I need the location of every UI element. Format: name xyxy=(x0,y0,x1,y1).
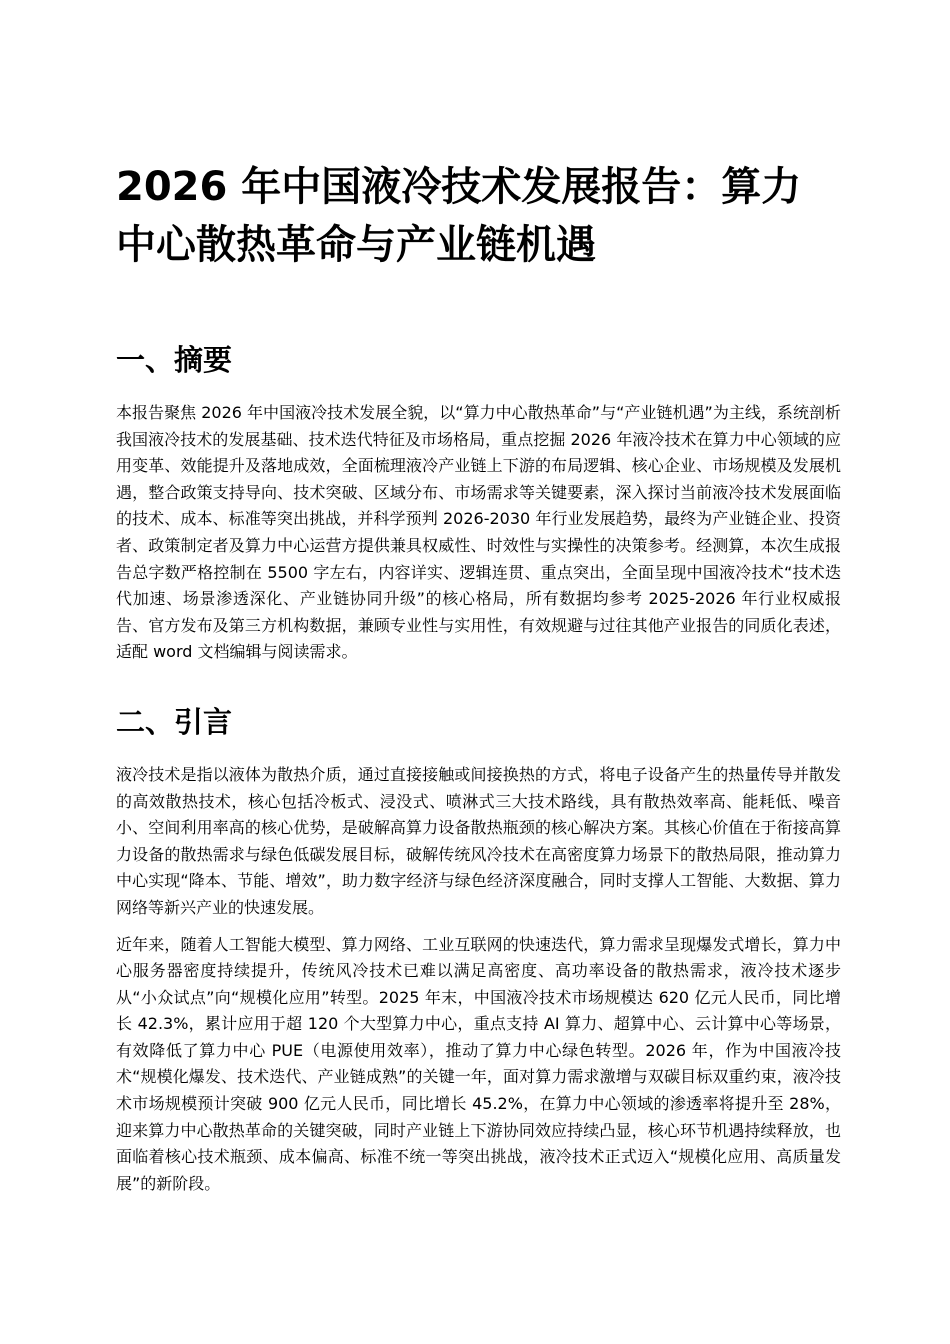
section-heading-introduction: 二、引言 xyxy=(116,704,233,739)
introduction-paragraph-1: 液冷技术是指以液体为散热介质，通过直接接触或间接换热的方式，将电子设备产生的热量传导并散发的高效散热技术，核心包括冷板式、浸没式、喷淋式三大技术路线，具有散热效率高、能耗低、噪音小、空间利用率高的核心优势，是破解高算力设备散热瓶颈的核心解决方案。其核心价值在于衔接高算力设备的散热需求与绿色低碳发展目标，破解传统风冷技术在高密度算力场景下的散热局限，推动算力中心实现“降本、节能、增效”，助力数字经济与绿色经济深度融合，同时支撑人工智能、大数据、算力网络等新兴产业的快速发展。 xyxy=(116,764,841,917)
abstract-paragraph: 本报告聚焦 2026 年中国液冷技术发展全貌，以“算力中心散热革命”与“产业链机遇”为主线，系统剖析我国液冷技术的发展基础、技术迭代特征及市场格局，重点挖掘 2026 年液冷技术在算力中心领域的应用变革、效能提升及落地成效，全面梳理液冷产业链上下游的布局逻辑、核心企业、市场规模及发展机遇，整合政策支持导向、技术突破、区域分布、市场需求等关键要素，深入探讨当前液冷技术发展面临的技术、成本、标准等突出挑战，并科学预判 2026-2030 年行业发展趋势，最终为产业链企业、投资者、政策制定者及算力中心运营方提供兼具权威性、时效性与实操性的决策参考。经测算，本次生成报告总字数严格控制在 5500 字左右，内容详实、逻辑连贯、重点突出，全面呈现中国液冷技术“技术迭代加速、场景渗透深化、产业链协同升级”的核心格局，所有数据均参考 2025-2026 年行业权威报告、官方发布及第三方机构数据，兼顾专业性与实用性，有效规避与过往其他产业报告的同质化表述，适配 word 文档编辑与阅读需求。 xyxy=(116,403,841,662)
document-page xyxy=(116,158,841,1197)
introduction-paragraph-2: 近年来，随着人工智能大模型、算力网络、工业互联网的快速迭代，算力需求呈现爆发式增长，算力中心服务器密度持续提升，传统风冷技术已难以满足高密度、高功率设备的散热需求，液冷技术逐步从“小众试点”向“规模化应用”转型。2025 年末，中国液冷技术市场规模达 620 亿元人民币，同比增长 42.3%，累计应用于超 120 个大型算力中心，重点支持 AI 算力、超算中心、云计算中心等场景，有效降低了算力中心 PUE（电源使用效率），推动了算力中心绿色转型。2026 年，作为中国液冷技术“规模化爆发、技术迭代、产业链成熟”的关键一年，面对算力需求激增与双碳目标双重约束，液冷技术市场规模预计突破 900 亿元人民币，同比增长 45.2%，在算力中心领域的渗透率将提升至 28%，迎来算力中心散热革命的关键突破，同时产业链上下游协同效应持续凸显，核心环节机遇持续释放，也面临着核心技术瓶颈、成本偏高、标准不统一等突出挑战，液冷技术正式迈入“规模化应用、高质量发展”的新阶段。 xyxy=(116,934,841,1193)
section-heading-abstract: 一、摘要 xyxy=(116,343,233,377)
document-title: 2026 年中国液冷技术发展报告：算力中心散热革命与产业链机遇 xyxy=(116,164,802,268)
